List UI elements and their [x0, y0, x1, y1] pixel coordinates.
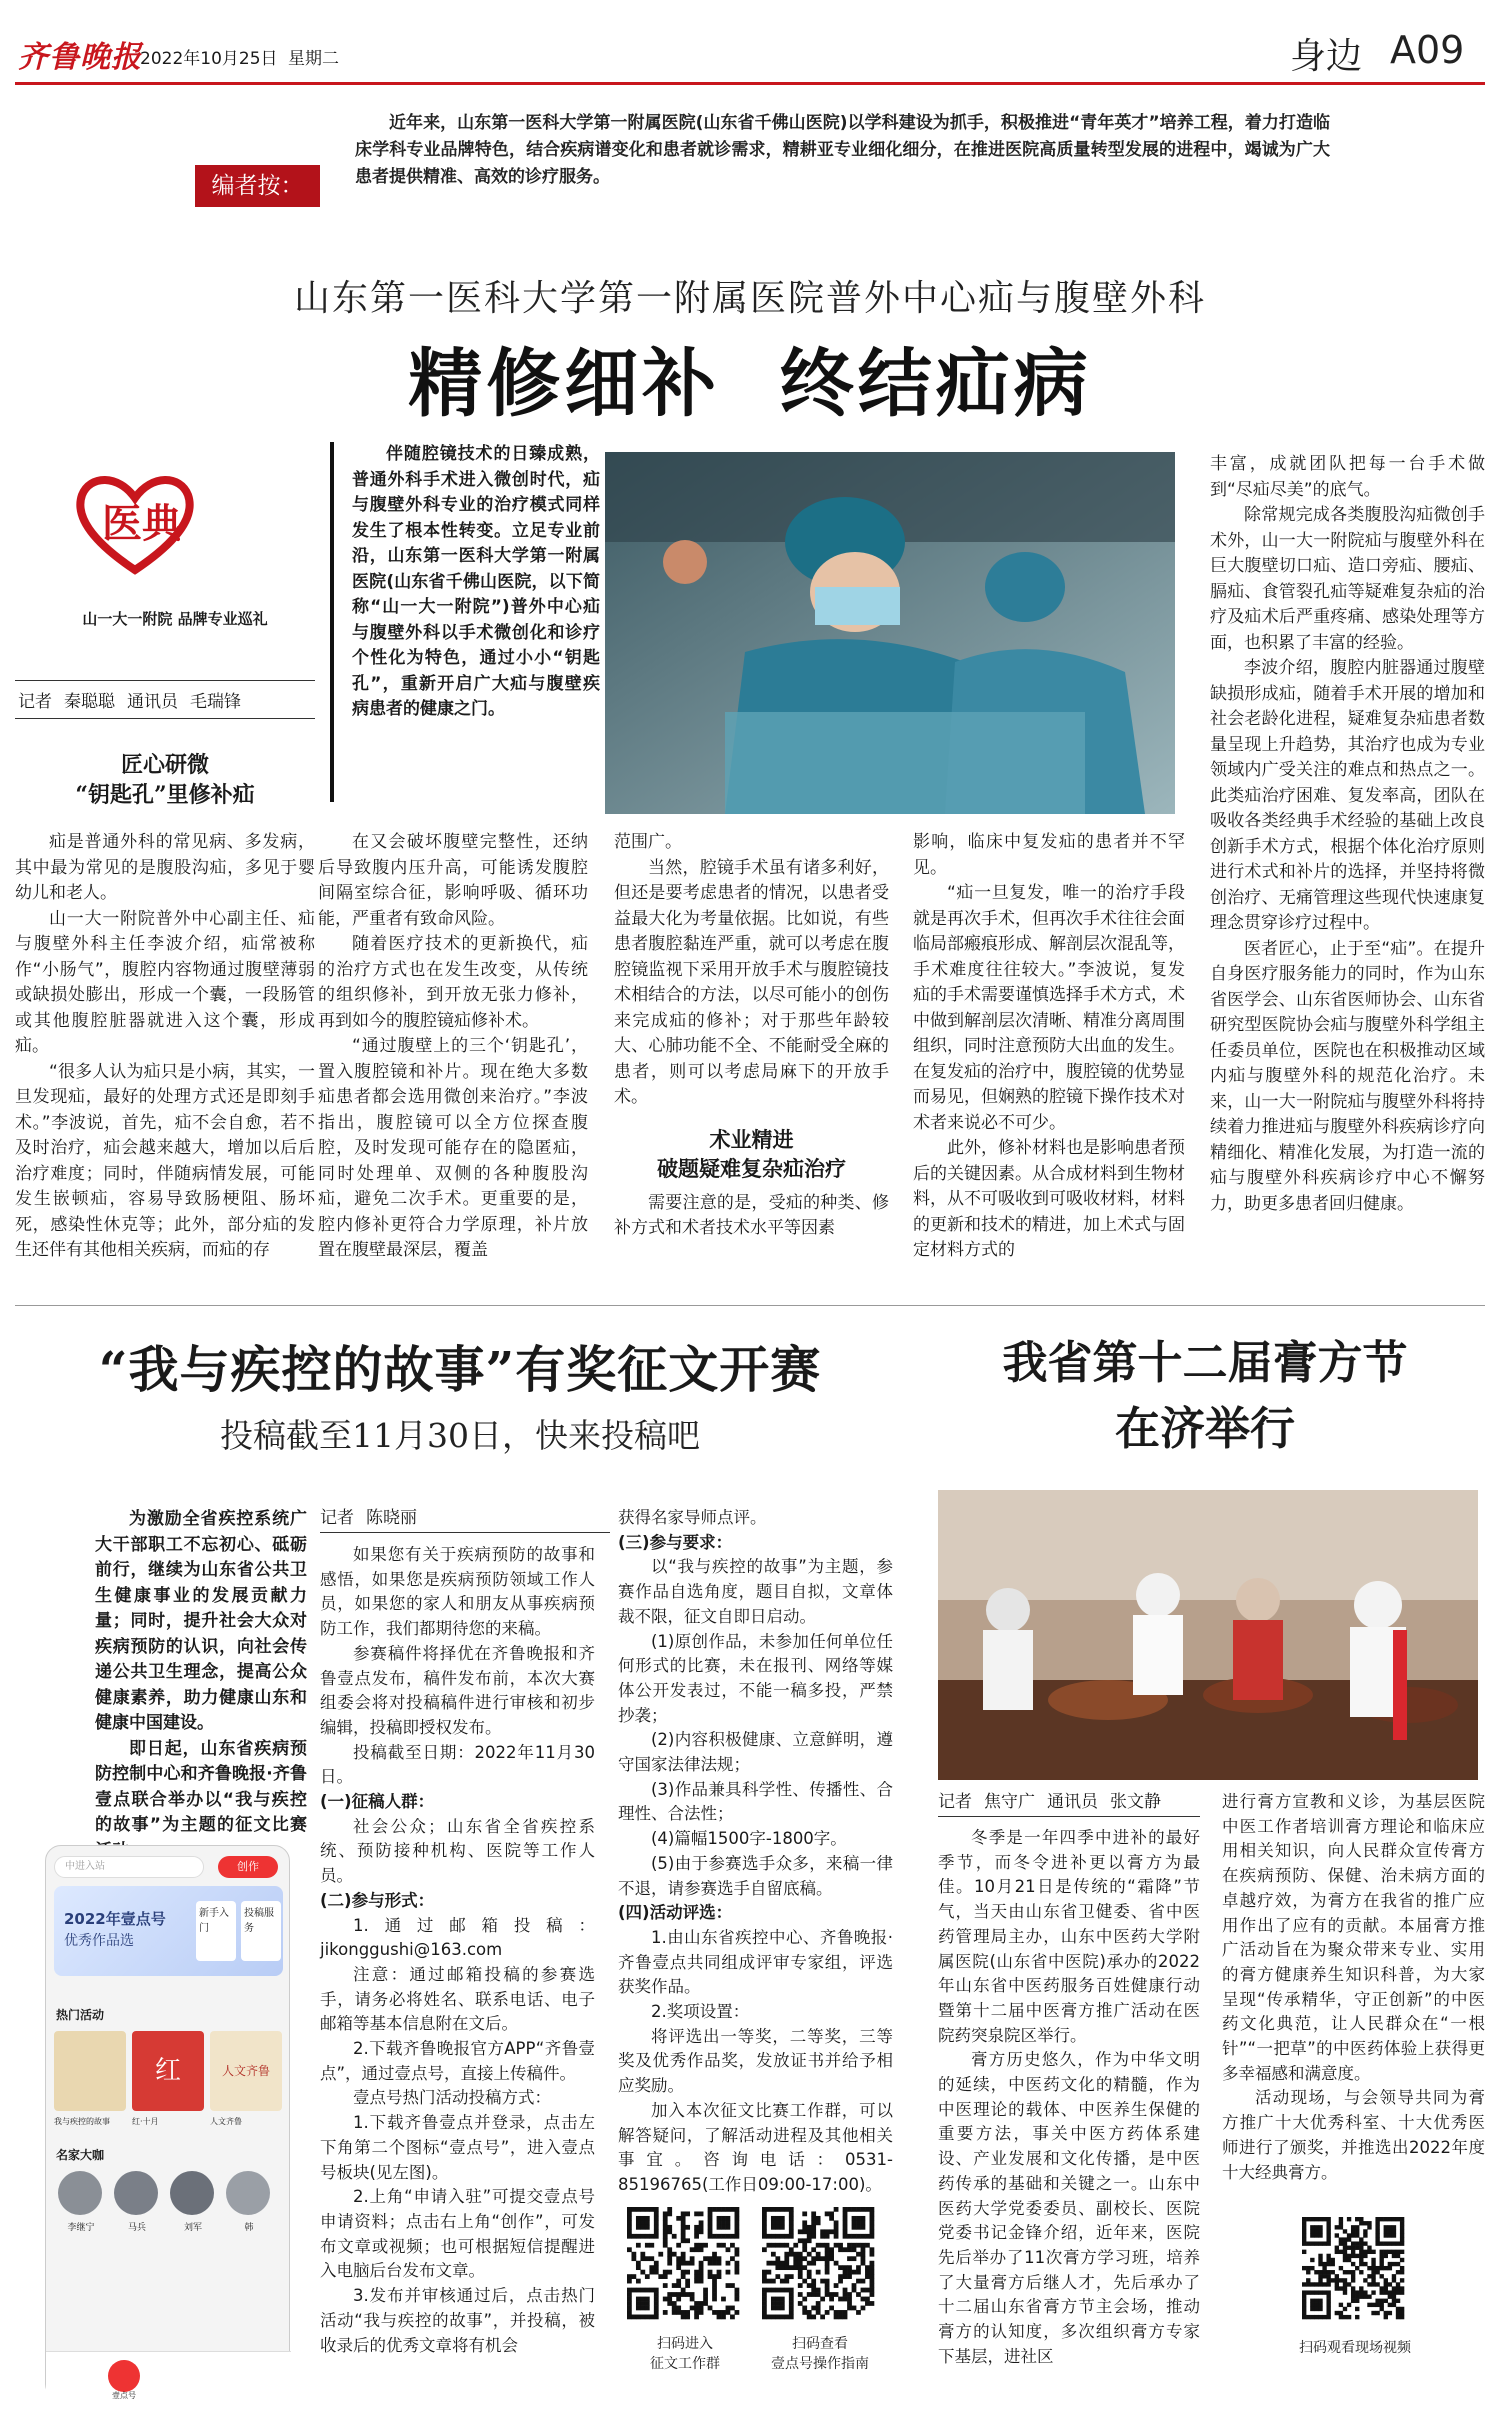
badge-main-text: 医典 — [102, 500, 182, 547]
article2-title: “我与疾控的故事”有奖征文开赛 — [98, 1340, 822, 1399]
a2colB-paragraph: 将评选出一等奖，二等奖，三等奖及优秀作品奖，发放证书并给予相应奖励。 — [618, 2026, 893, 2096]
a2colA-paragraph: 3.发布并审核通过后，点击热门活动“我与疾控的故事”，并投稿，被收录后的优秀文章将有机会 — [320, 2286, 595, 2355]
lead-text: 伴随腔镜技术的日臻成熟，普通外科手术进入微创时代，疝与腹壁外科专业的治疗模式同样发生了根本性转变。立足专业前沿，山东第一医科大学第一附属医院(山东省千佛山医院，以下简称“山一大一附院”)普外中心疝与腹壁外科以手术微创化和诊疗个性化为特色，通过小小“钥匙孔”，重新开启广大疝与腹壁疾病患者的健康之门。 — [352, 444, 600, 719]
app-master-name-1: 李继宁 — [67, 2223, 95, 2233]
surgery-photo — [605, 452, 1175, 814]
article1-col5: 丰富，成就团队把每一台手术做到“尽疝尽美”的底气。 除常规完成各类腹股沟疝微创手术外，山一大一附院疝与腹壁外科在巨大腹壁切口疝、造口旁疝、腰疝、膈疝、食管裂孔疝等疑难复杂疝的治疗及疝术后严重疼痛、感染处理等方面，也积累了丰富的经验。 李波介绍，腹腔内脏器通过腹壁缺损形成疝，随着手术开展的增加和社会老龄化进程，疑难复杂疝患者数量呈现上升趋势，其治疗也成为专业领域内广受关注的难点和热点之一。此类疝治疗困难、复发率高，团队在吸收各类经典手术经验的基础上改良创新手术方式，根据个体化治疗原则进行术式和补片的选择，并坚持将微创治疗、无痛管理这些现代快速康复理念贯穿诊疗过程中。 医者匠心，止于至“疝”。在提升自身医疗服务能力的同时，作为山东省医学会、山东省医师协会、山东省研究型医院协会疝与腹壁外科学组主任委员单位，医院也在积极推动区域内疝与腹壁外科的规范化治疗。未来，山一大一附院疝与腹壁外科将持续着力推进疝与腹壁外科疾病诊疗向精细化、精准化发展，为打造一流的疝与腹壁外科疾病诊疗中心不懈努力，助更多患者回归健康。 — [1210, 454, 1485, 1214]
a2colA-paragraph: (一)征稿人群： — [320, 1792, 435, 1812]
article1-col4: 影响，临床中复发疝的患者并不罕见。 “疝一旦复发，唯一的治疗手段就是再次手术，但再次手术往往会面临局部瘢痕形成、解剖层次混乱等，手术难度往往较大。”李波说，复发疝的手术需要谨慎选择手术方式，术中做到解剖层次清晰、精准分离周围组织，同时注意预防大出血的发生。在复发疝的治疗中，腹腔镜的优势显而易见，但娴熟的腔镜下操作技术对术者来说必不可少。 此外，修补材料也是影响患者预后的关键因素。从合成材料到生物材料，从不可吸收到可吸收材料，材料的更新和技术的精进，加上术式与固定材料方式的 — [913, 832, 1185, 1260]
festival-illustration — [938, 1490, 1478, 1780]
article2-colA — [320, 1543, 595, 2403]
qr-pattern-icon — [627, 2207, 739, 2319]
issue-date: 2022年10月25日 — [140, 49, 278, 69]
editor-note-text: 近年来，山东第一医科大学第一附属医院(山东省千佛山医院)以学科建设为抓手，积极推进“青年英才”培养工程，着力打造临床学科专业品牌特色，结合疾病谱变化和患者就诊需求，精耕亚专业细化细分，在推进医院高质量转型发展的进程中，竭诚为广大患者提供精准、高效的诊疗服务。 — [355, 113, 1330, 187]
app-master-name-3: 刘军 — [183, 2223, 202, 2233]
app-hot-caption-2: 红·十月 — [132, 2117, 159, 2126]
qr1-caption: 扫码进入 征文工作群 — [650, 2336, 720, 2372]
article2-lead: 为激励全省疾控系统广大干部职工不忘初心、砥砺前行，继续为山东省公共卫生健康事业的发展贡献力量；同时，提升社会大众对疾病预防的认识，向社会传递公共卫生理念，提高公众健康素养，助力健康山东和健康中国建设。 即日起，山东省疾病预防控制中心和齐鲁晚报·齐鲁壹点联合举办以“我与疾控的故事”为主题的征文比赛 — [95, 1509, 307, 1835]
article3-byline: 记者 焦守广 通讯员 张文静 — [938, 1790, 1200, 1817]
a2colB-paragraph: 以“我与疾控的故事”为主题，参赛作品自选角度，题目自拟，文章体裁不限，征文自即日启动。 — [618, 1557, 893, 1626]
article3-colB: 进行膏方宣教和义诊，为基层医院中医工作者培训膏方理论和临床应用相关知识，向人民群众宣传膏方在疾病预防、保健、治未病方面的卓越疗效，为膏方在我省的推广应用作出了应有的贡献。本届膏方推广活动旨在为聚众带来专业、实用的膏方健康养生知识科普，为大家呈现“传承精华，守正创新”的中医药文化典范，让人民群众在“一根针”“一把草”的中医药体验上获得更多幸福感和满意度。 活动现场，与会领导共同为膏方推广十大优秀科室、十大优秀医师进行了颁奖，并推选出2022年度十大经典膏方。 — [1222, 1792, 1485, 2182]
article1-title: 精修细补 终结疝病 — [408, 341, 1092, 427]
qr-code-guide[interactable] — [760, 2205, 880, 2325]
a2colB-paragraph: 1.由山东省疾控中心、齐鲁晚报·齐鲁壹点共同组成评审专家组，评选获奖作品。 — [618, 1927, 893, 1997]
a2colA-paragraph: 2.上角“申请入驻”可提交壹点号申请资料；点击右上角“创作”，可发布文章或视频；也可根据短信提醒进入电脑后台发布文章。 — [320, 2187, 595, 2281]
qr-pattern-icon — [762, 2207, 874, 2319]
app-master-name-2: 马兵 — [127, 2223, 146, 2233]
qr-code-workgroup[interactable] — [625, 2205, 745, 2325]
surgery-illustration — [605, 452, 1175, 814]
article1-col2: 在又会破坏腹壁完整性，还纳后导致腹内压升高，可能诱发腹腔间隔室综合征，影响呼吸、循环功能，严重者有致命风险。 随着医疗技术的更新换代，疝的治疗方式也在发生改变，从传统的组织修补，到开放无张力修补，再到如今的腹腔镜疝修补术。 “通过腹壁上的三个‘钥匙孔’，置入腹腔镜和补片。现在绝大多数疝患者都会选用微创来治疗。”李波指出，腹腔镜可以全方位探查腹腔，及时发现可能存在的隐匿疝，同时处理单、双侧的各种腹股沟疝，避免二次手术。更重要的是，腔内修补更符合力学原理，补片放置在腹壁最深层，覆盖 — [318, 832, 588, 1260]
app-card-newbie[interactable]: 新手入门 — [196, 1901, 236, 1961]
a2colA-paragraph: (二)参与形式： — [320, 1890, 435, 1910]
app-bottom-nav — [46, 2351, 291, 2401]
app-search-bar: 中进入站 — [54, 1856, 204, 1878]
a2colA-paragraph: 1.下载齐鲁壹点并登录，点击左下角第二个图标“壹点号”，进入壹点号板块(见左图)。 — [320, 2113, 595, 2182]
a2colB-paragraph: (5)由于参赛选手众多，来稿一律不退，请参赛选手自留底稿。 — [618, 1853, 893, 1898]
app-hot-caption-1: 我与疾控的故事 — [54, 2117, 110, 2126]
a2colB-paragraph: 获得名家导师点评。 — [618, 1508, 767, 1527]
a2colB-paragraph: (2)内容积极健康、立意鲜明，遵守国家法律法规； — [618, 1730, 893, 1775]
article1-col1: 疝是普通外科的常见病、多发病，其中最为常见的是腹股沟疝，多见于婴幼儿和老人。 山一大一附院普外中心副主任、疝与腹壁外科主任李波介绍，疝常被称作“小肠气”，腹腔内容物通过腹壁薄弱或缺损处膨出，形成一个囊，一段肠管或其他腹腔脏器就进入这个囊，形成疝。 “很多人认为疝只是小病，其实，一旦发现疝，最好的处理方式还是即刻手术。”李波说，首先，疝不会自愈，若不及时治疗，疝会越来越大，增加以后后治疗难度；同时，伴随病情发展，可能发生嵌顿疝，容易导致肠梗阻、肠坏死，感染性休克等；此外，部分疝的发生还伴有其他相关疾病，而疝的存 — [15, 832, 315, 1260]
article-separator — [15, 1305, 1485, 1306]
article2-subtitle: 投稿截至11月30日，快来投稿吧 — [220, 1416, 700, 1455]
app-master-avatar-4[interactable] — [226, 2171, 270, 2215]
app-nav-yidianhao-label: 壹点号 — [112, 2391, 136, 2400]
article1-rule — [15, 680, 315, 681]
a2colB-paragraph: (3)作品兼具科学性、传播性、合理性、合法性； — [618, 1779, 893, 1824]
newspaper-logo: 齐鲁晚报 — [18, 40, 142, 75]
a2colA-paragraph: 投稿截至日期：2022年11月30日。 — [320, 1742, 595, 1787]
app-hot-card-1[interactable] — [54, 2031, 126, 2111]
festival-photo — [938, 1490, 1478, 1780]
editor-note — [195, 110, 1330, 230]
article2-colB — [618, 1506, 893, 2194]
a2colB-paragraph: (四)活动评选： — [618, 1903, 733, 1923]
a2colA-paragraph: 注意：通过邮箱投稿的参赛选手，请务必将姓名、联系电话、电子邮箱等基本信息附在文后。 — [320, 1964, 595, 2034]
article1-rule-2 — [15, 718, 315, 719]
a2colB-paragraph: 加入本次征文比赛工作群，可以解答疑问，了解活动进程及其他相关事宜。咨询电话：0531-85196765(工作日09:00-17:00)。 — [618, 2100, 893, 2194]
a2colB-paragraph: 2.奖项设置： — [651, 2002, 750, 2022]
a2colB-paragraph: (三)参与要求： — [618, 1532, 733, 1552]
app-master-avatar-2[interactable] — [114, 2171, 158, 2215]
app-hot-caption-3: 人文齐鲁 — [210, 2117, 242, 2126]
a2colA-paragraph: 社会公众；山东省全省疾控系统、预防接种机构、医院等工作人员。 — [320, 1816, 595, 1886]
app-screenshot — [45, 1845, 290, 2400]
article1-subtitle: 山东第一医科大学第一附属医院普外中心疝与腹壁外科 — [293, 278, 1206, 319]
app-hot-card-2[interactable]: 红 — [132, 2031, 204, 2111]
app-banner: 2022年壹点号 优秀作品选 — [54, 1886, 283, 1976]
section-name: 身边 — [1290, 36, 1363, 77]
badge-caption: 山一大一附院 品牌专业巡礼 — [82, 610, 268, 628]
masthead — [0, 0, 1500, 95]
app-master-name-4: 韩 — [244, 2223, 254, 2233]
app-nav-yidianhao[interactable] — [108, 2360, 140, 2392]
app-masters-label: 名家大咖 — [56, 2148, 105, 2162]
article1-col3: 范围广。 当然，腔镜手术虽有诸多利好，但还是要考虑患者的情况，以患者受益最大化为考量依据。比如说，有些患者腹腔黏连严重，就可以考虑在腹腔镜监视下采用开放手术与腹腔镜技术相结合的方法，以尽可能小的创伤来完成疝的修补；对于那些年龄较大、心肺功能不全、不能耐受全麻的患者，则可以考虑局麻下的开放手术。 术业精进 破题疑难复杂疝治疗 需要注意的是，受疝的种类、修补方式和术者技术水平等因素 — [614, 832, 889, 1238]
app-hot-card-3[interactable]: 人文齐鲁 — [210, 2031, 282, 2111]
editor-note-label: 编者按： — [195, 165, 320, 207]
a2colB-paragraph: (1)原创作品，未参加任何单位任何形式的比赛，未在报刊、网络等媒体公开发表过，不能一稿多投，严禁抄袭； — [618, 1631, 893, 1725]
qr-pattern-icon — [1302, 2217, 1404, 2319]
article2-byline: 记者 陈晓丽 — [320, 1506, 610, 1533]
article3-colA: 冬季是一年四季中进补的最好季节，而冬令进补更以膏方为最佳。10月21日是传统的“霜降”节气，当天由山东省卫健委、省中医药管理局主办，山东中医药大学附属医院(山东省中医院)承办的2022年山东省中医药服务百姓健康行动暨第十二届中医膏方推广活动在医院药突泉院区举行。 膏方历史悠久，作为中华文明的延续，中医药文化的精髓，作为中医理论的载体、中医养生保健的重要方法，事关中医方药体系建设、产业发展和文化传播，是中医药传承的基础和关键之一。山东中医药大学党委委员、副校长、医院党委书记金锋介绍，近年来，医院先后举办了11次膏方学习班，培养了大量膏方后继人才，先后承办了十二届山东省膏方节主会场，推动膏方的认知度，多次组织膏方专家下基层，进社区 — [938, 1828, 1200, 2366]
a2colB-paragraph: (4)篇幅1500字-1800字。 — [651, 1829, 847, 1849]
a2colA-paragraph: 如果您有关于疾病预防的故事和感悟，如果您是疾病预防领域工作人员，如果您的家人和朋友从事疾病预防工作，我们都期待您的来稿。 — [320, 1545, 595, 1639]
qr2-caption: 扫码查看 壹点号操作指南 — [771, 2336, 869, 2372]
page-number: A09 — [1390, 28, 1465, 72]
article1-lead — [330, 442, 600, 723]
app-master-avatar-3[interactable] — [170, 2171, 214, 2215]
app-card-submit[interactable]: 投稿服务 — [241, 1901, 281, 1961]
article1-byline: 记者 秦聪聪 通讯员 毛瑞锋 — [18, 692, 241, 712]
issue-weekday: 星期二 — [288, 49, 339, 69]
qr-code-video[interactable] — [1300, 2215, 1410, 2325]
section1-title: 匠心研微 “钥匙孔”里修补疝 — [75, 752, 255, 808]
a2colA-paragraph: 壹点号热门活动投稿方式： — [353, 2088, 551, 2108]
section2-title: 术业精进 破题疑难复杂疝治疗 — [657, 1126, 846, 1181]
a2colA-paragraph: 1.通过邮箱投稿：jikonggushi@163.com — [320, 1915, 595, 1960]
app-hot-label: 热门活动 — [56, 2008, 105, 2022]
qr3-caption: 扫码观看现场视频 — [1299, 2340, 1411, 2356]
a2colA-paragraph: 参赛稿件将择优在齐鲁晚报和齐鲁壹点发布，稿件发布前，本次大赛组委会将对投稿稿件进行审核和初步编辑，投稿即授权发布。 — [320, 1643, 595, 1737]
masthead-rule — [15, 82, 1485, 85]
app-master-avatar-1[interactable] — [58, 2171, 102, 2215]
a2colA-paragraph: 2.下载齐鲁晚报官方APP“齐鲁壹点”，通过壹点号，直接上传稿件。 — [320, 2039, 595, 2083]
app-create-button[interactable]: 创作 — [218, 1856, 278, 1878]
column-badge — [30, 470, 320, 630]
article3-title: 我省第十二届膏方节 在济举行 — [1002, 1336, 1408, 1455]
